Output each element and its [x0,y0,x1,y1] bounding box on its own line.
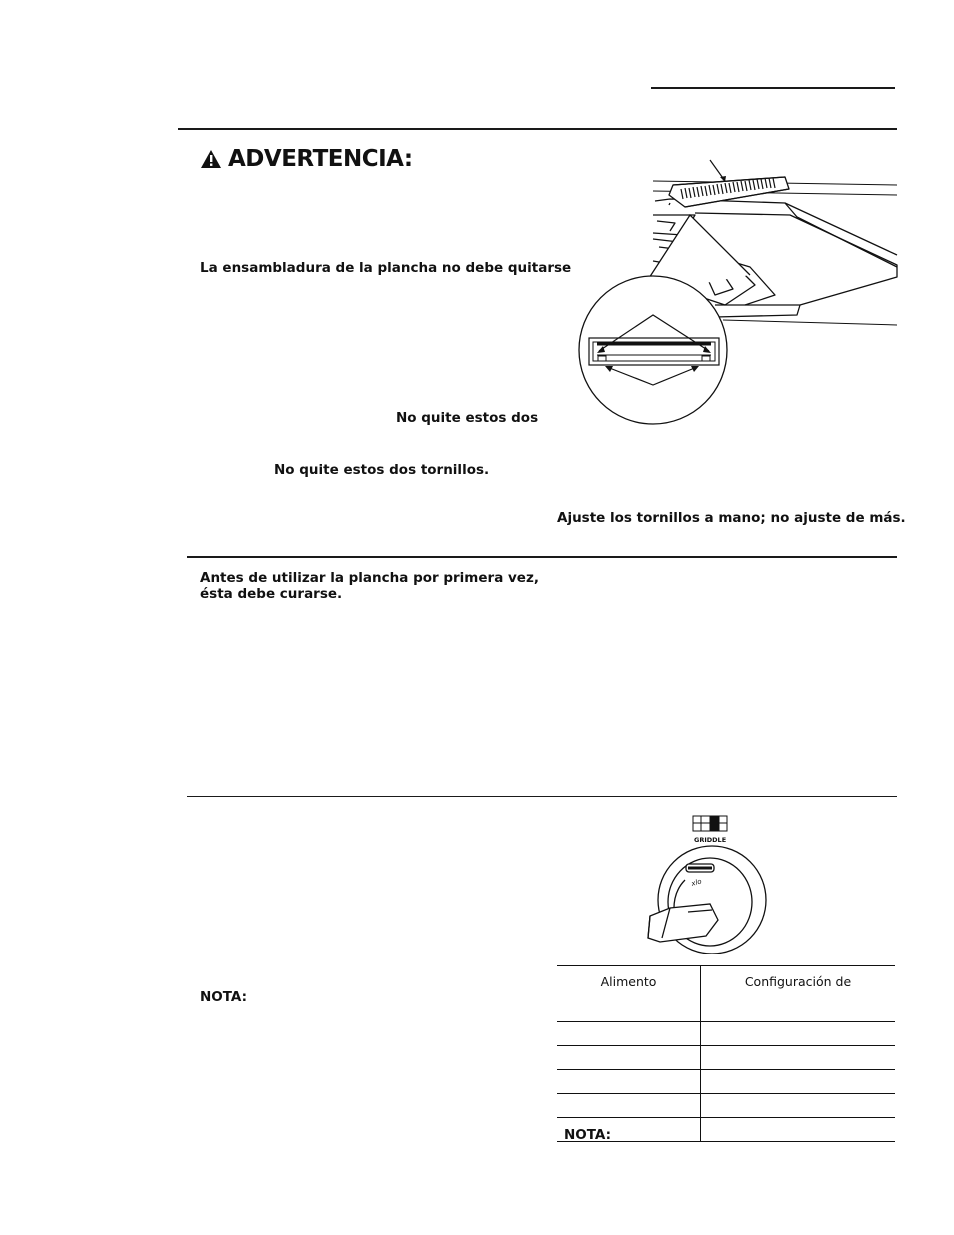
warning-title-text: ADVERTENCIA: [228,146,413,172]
svg-text:xlo: xlo [690,877,703,888]
table-note-label: NOTA: [564,1127,612,1143]
griddle-knob-illustration [640,812,780,954]
table-row [557,1046,895,1070]
table-cell [557,1046,701,1070]
curing-instruction-line2: ésta debe curarse. [200,586,343,602]
table-header-setting: Configuración de [701,966,896,1022]
warning-title [200,146,413,172]
griddle-symbol-icon [693,816,727,831]
table-cell [557,1022,701,1046]
screws-warning-text: No quite estos dos tornillos. [274,462,490,478]
knob-griddle-label: GRIDDLE [694,836,727,844]
table-cell [557,1070,701,1094]
table-header-food: Alimento [557,966,701,1022]
table-cell [701,1070,896,1094]
table-cell [701,1022,896,1046]
header-short-rule [651,87,895,89]
curing-instruction-line1: Antes de utilizar la plancha por primera vez, [200,570,539,586]
section-rule-settings [187,796,897,797]
section-rule-curing [187,556,897,558]
table-cell [701,1046,896,1070]
griddle-assembly-illustration [575,155,899,430]
assembly-warning-text: La ensambladura de la plancha no debe quitarse [200,260,572,276]
griddle-settings-table [557,965,895,1142]
section-rule-warning [178,128,897,130]
warning-triangle-icon [200,149,222,169]
table-row [557,1094,895,1118]
table-row [557,1070,895,1094]
settings-note-label: NOTA: [200,989,248,1005]
table-header-row [557,966,895,1022]
screws-warning-text-partial: No quite estos dos [396,410,539,426]
table-cell [557,1094,701,1118]
table-row [557,1022,895,1046]
tighten-screws-text: Ajuste los tornillos a mano; no ajuste de más. [557,510,906,526]
table-cell [701,1094,896,1118]
table-cell [701,1118,896,1142]
